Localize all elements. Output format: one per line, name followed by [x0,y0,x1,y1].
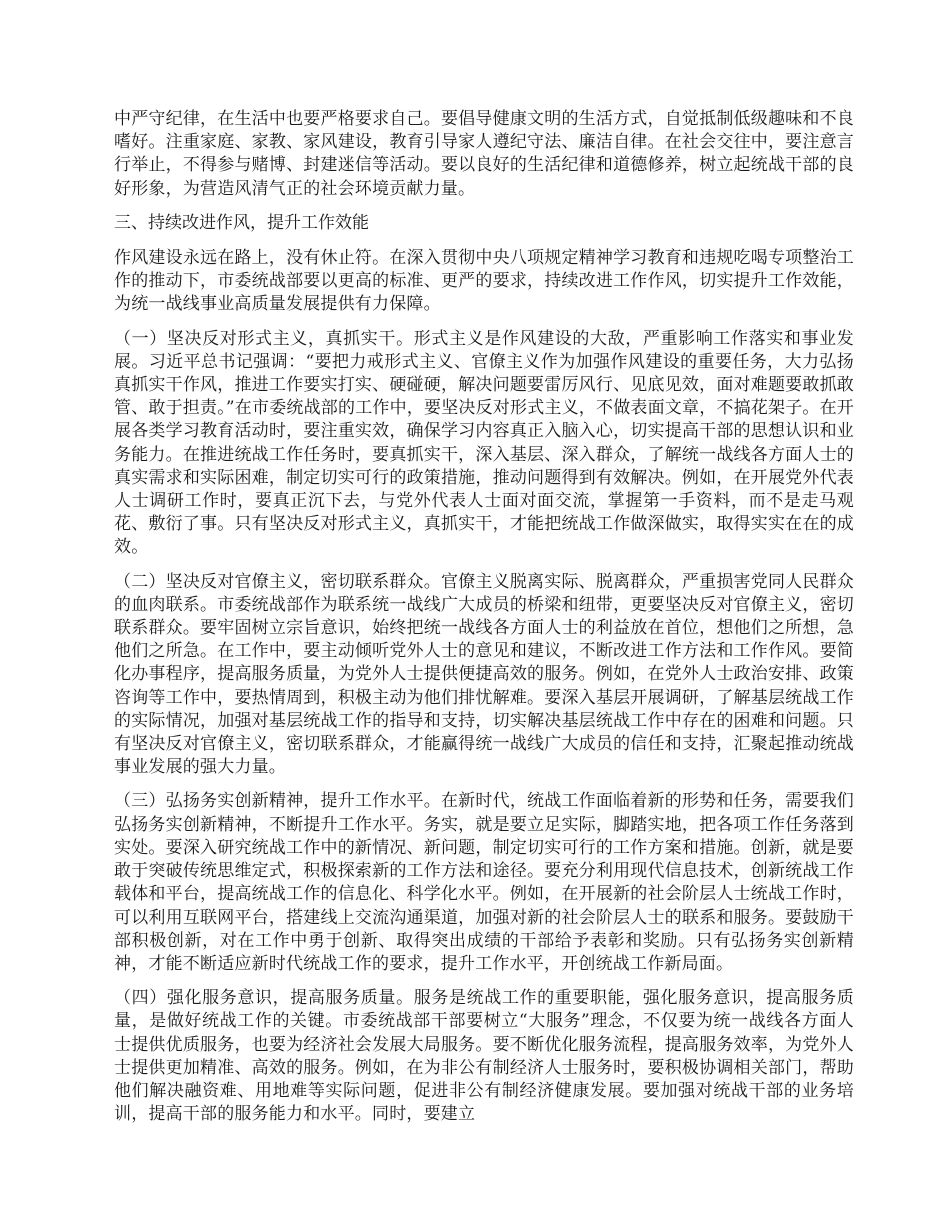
paragraph-service-awareness: （四）强化服务意识，提高服务质量。服务是统战工作的重要职能，强化服务意识，提高服务质量，是做好统战工作的关键。市委统战部干部要树立“大服务”理念，不仅要为统一战线各方面人士提供优质服务，也要为经济社会发展大局服务。要不断优化服务流程，提高服务效率，为党外人士提供更加精准、高效的服务。例如，在为非公有制经济人士服务时，要积极协调相关部门，帮助他们解决融资难、用地难等实际问题，促进非公有制经济健康发展。要加强对统战干部的业务培训，提高干部的服务能力和水平。同时，要建立 [114,988,854,1125]
section-intro-paragraph: 作风建设永远在路上，没有休止符。在深入贯彻中央八项规定精神学习教育和违规吃喝专项整治工作的推动下，市委统战部要以更高的标准、更严的要求，持续改进工作作风，切实提升工作效能，为统一战线事业高质量发展提供有力保障。 [114,248,854,315]
intro-continued-paragraph: 中严守纪律，在生活中也要严格要求自己。要倡导健康文明的生活方式，自觉抵制低级趣味和不良嗜好。注重家庭、家教、家风建设，教育引导家人遵纪守法、廉洁自律。在社会交往中，要注意言行举止，不得参与赌博、封建迷信等活动。要以良好的生活纪律和道德修养，树立起统战干部的良好形象，为营造风清气正的社会环境贡献力量。 [114,109,854,199]
paragraph-pragmatic-innovation: （三）弘扬务实创新精神，提升工作水平。在新时代，统战工作面临着新的形势和任务，需要我们弘扬务实创新精神，不断提升工作水平。务实，就是要立足实际，脚踏实地，把各项工作任务落到实处。要深入研究统战工作中的新情况、新问题，制定切实可行的工作方案和措施。创新，就是要敢于突破传统思维定式，积极探索新的工作方法和途径。要充分利用现代信息技术，创新统战工作载体和平台，提高统战工作的信息化、科学化水平。例如，在开展新的社会阶层人士统战工作时，可以利用互联网平台，搭建线上交流沟通渠道，加强对新的社会阶层人士的联系和服务。要鼓励干部积极创新，对在工作中勇于创新、取得突出成绩的干部给予表彰和奖励。只有弘扬务实创新精神，才能不断适应新时代统战工作的要求，提升工作水平，开创统战工作新局面。 [114,791,854,974]
paragraph-oppose-bureaucratism: （二）坚决反对官僚主义，密切联系群众。官僚主义脱离实际、脱离群众，严重损害党同人民群众的血肉联系。市委统战部作为联系统一战线广大成员的桥梁和纽带，更要坚决反对官僚主义，密切联系群众。要牢固树立宗旨意识，始终把统一战线各方面人士的利益放在首位，想他们之所想，急他们之所急。在工作中，要主动倾听党外人士的意见和建议，不断改进工作方法和工作作风。要简化办事程序，提高服务质量，为党外人士提供便捷高效的服务。例如，在党外人士政治安排、政策咨询等工作中，要热情周到，积极主动为他们排忧解难。要深入基层开展调研，了解基层统战工作的实际情况，加强对基层统战工作的指导和支持，切实解决基层统战工作中存在的困难和问题。只有坚决反对官僚主义，密切联系群众，才能赢得统一战线广大成员的信任和支持，汇聚起推动统战事业发展的强大力量。 [114,571,854,778]
paragraph-oppose-formalism: （一）坚决反对形式主义，真抓实干。形式主义是作风建设的大敌，严重影响工作落实和事业发展。习近平总书记强调：“要把力戒形式主义、官僚主义作为加强作风建设的重要任务，大力弘扬真抓实干作风，推进工作要实打实、硬碰硬，解决问题要雷厉风行、见底见效，面对难题要敢抓敢管、敢于担责。”在市委统战部的工作中，要坚决反对形式主义，不做表面文章，不搞花架子。在开展各类学习教育活动时，要注重实效，确保学习内容真正入脑入心，切实提高干部的思想认识和业务能力。在推进统战工作任务时，要真抓实干，深入基层、深入群众，了解统一战线各方面人士的真实需求和实际困难，制定切实可行的政策措施，推动问题得到有效解决。例如，在开展党外代表人士调研工作时，要真正沉下去，与党外代表人士面对面交流，掌握第一手资料，而不是走马观花、敷衍了事。只有坚决反对形式主义，真抓实干，才能把统战工作做深做实，取得实实在在的成效。 [114,328,854,558]
section-heading: 三、持续改进作风，提升工作效能 [114,212,369,233]
document-page [114,108,854,1137]
